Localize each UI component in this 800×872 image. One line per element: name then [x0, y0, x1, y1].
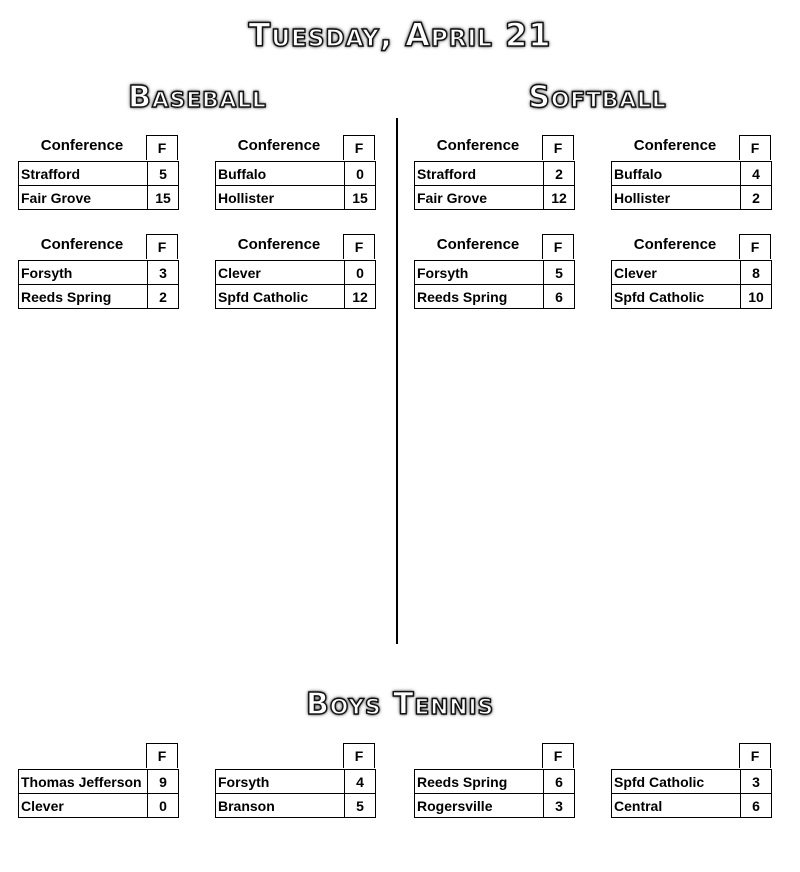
game-label: Conference	[633, 236, 717, 253]
team-score: 6	[741, 794, 772, 818]
score-table	[215, 260, 376, 309]
tennis-game-1	[18, 743, 180, 818]
team-score: 15	[345, 186, 376, 210]
team-score: 6	[544, 285, 575, 309]
game-label: Conference	[237, 236, 321, 253]
team-score: 12	[544, 186, 575, 210]
team-name: Thomas Jefferson	[19, 770, 148, 794]
final-header: F	[146, 234, 178, 259]
team-name: Forsyth	[19, 261, 148, 285]
tennis-game-4	[611, 743, 773, 818]
team-name: Buffalo	[216, 162, 345, 186]
final-header: F	[146, 135, 178, 160]
score-table	[18, 769, 179, 818]
team-score: 12	[345, 285, 376, 309]
game-label: Conference	[237, 137, 321, 154]
score-table	[215, 161, 376, 210]
softball-game-2	[611, 135, 773, 210]
final-header: F	[739, 234, 771, 259]
section-divider	[396, 118, 398, 644]
final-header: F	[739, 743, 771, 768]
baseball-game-4	[215, 234, 377, 309]
team-name: Forsyth	[216, 770, 345, 794]
team-score: 5	[345, 794, 376, 818]
softball-heading: SOFTBALL	[528, 80, 667, 115]
team-name: Hollister	[612, 186, 741, 210]
team-row	[19, 770, 179, 794]
team-row	[216, 186, 376, 210]
final-header: F	[146, 743, 178, 768]
team-row	[612, 186, 772, 210]
score-table	[611, 769, 772, 818]
team-name: Strafford	[19, 162, 148, 186]
score-table	[414, 161, 575, 210]
team-row	[415, 770, 575, 794]
team-score: 3	[148, 261, 179, 285]
final-header: F	[542, 135, 574, 160]
team-row	[612, 770, 772, 794]
team-name: Branson	[216, 794, 345, 818]
team-name: Spfd Catholic	[612, 770, 741, 794]
score-table	[215, 769, 376, 818]
game-label: Conference	[40, 236, 124, 253]
team-name: Reeds Spring	[415, 770, 544, 794]
team-score: 2	[741, 186, 772, 210]
team-row	[216, 162, 376, 186]
team-score: 4	[345, 770, 376, 794]
team-row	[19, 261, 179, 285]
baseball-game-3	[18, 234, 180, 309]
team-name: Spfd Catholic	[216, 285, 345, 309]
team-score: 0	[345, 162, 376, 186]
final-header: F	[542, 234, 574, 259]
team-row	[415, 285, 575, 309]
team-name: Forsyth	[415, 261, 544, 285]
team-name: Clever	[612, 261, 741, 285]
tennis-game-3	[414, 743, 576, 818]
team-row	[612, 794, 772, 818]
team-row	[415, 261, 575, 285]
team-row	[216, 261, 376, 285]
score-table	[18, 161, 179, 210]
score-table	[414, 260, 575, 309]
score-table	[414, 769, 575, 818]
game-label: Conference	[40, 137, 124, 154]
team-score: 5	[544, 261, 575, 285]
team-row	[19, 162, 179, 186]
final-header: F	[739, 135, 771, 160]
softball-game-4	[611, 234, 773, 309]
team-score: 4	[741, 162, 772, 186]
team-score: 10	[741, 285, 772, 309]
team-name: Reeds Spring	[19, 285, 148, 309]
team-row	[216, 770, 376, 794]
softball-game-1	[414, 135, 576, 210]
team-name: Clever	[19, 794, 148, 818]
score-table	[611, 161, 772, 210]
team-score: 3	[544, 794, 575, 818]
team-row	[415, 186, 575, 210]
team-score: 9	[148, 770, 179, 794]
team-row	[612, 285, 772, 309]
game-label: Conference	[436, 137, 520, 154]
team-row	[19, 794, 179, 818]
softball-game-3	[414, 234, 576, 309]
page-title: TUESDAY, APRIL 21	[248, 16, 552, 54]
team-name: Fair Grove	[19, 186, 148, 210]
game-label: Conference	[633, 137, 717, 154]
team-name: Strafford	[415, 162, 544, 186]
team-row	[612, 261, 772, 285]
baseball-heading: BASEBALL	[128, 80, 267, 115]
final-header: F	[343, 743, 375, 768]
game-label: Conference	[436, 236, 520, 253]
team-name: Central	[612, 794, 741, 818]
team-score: 0	[345, 261, 376, 285]
tennis-game-2	[215, 743, 377, 818]
team-name: Buffalo	[612, 162, 741, 186]
team-row	[19, 186, 179, 210]
baseball-game-1	[18, 135, 180, 210]
tennis-heading: BOYS TENNIS	[305, 687, 495, 722]
score-table	[611, 260, 772, 309]
score-table	[18, 260, 179, 309]
final-header: F	[343, 135, 375, 160]
team-score: 6	[544, 770, 575, 794]
team-score: 0	[148, 794, 179, 818]
final-header: F	[542, 743, 574, 768]
team-row	[415, 794, 575, 818]
team-name: Rogersville	[415, 794, 544, 818]
final-header: F	[343, 234, 375, 259]
team-name: Fair Grove	[415, 186, 544, 210]
team-row	[216, 285, 376, 309]
team-score: 5	[148, 162, 179, 186]
team-name: Spfd Catholic	[612, 285, 741, 309]
baseball-game-2	[215, 135, 377, 210]
team-score: 8	[741, 261, 772, 285]
team-name: Clever	[216, 261, 345, 285]
team-score: 15	[148, 186, 179, 210]
team-score: 2	[544, 162, 575, 186]
team-row	[19, 285, 179, 309]
team-name: Hollister	[216, 186, 345, 210]
team-score: 3	[741, 770, 772, 794]
team-row	[415, 162, 575, 186]
team-score: 2	[148, 285, 179, 309]
team-name: Reeds Spring	[415, 285, 544, 309]
team-row	[612, 162, 772, 186]
team-row	[216, 794, 376, 818]
